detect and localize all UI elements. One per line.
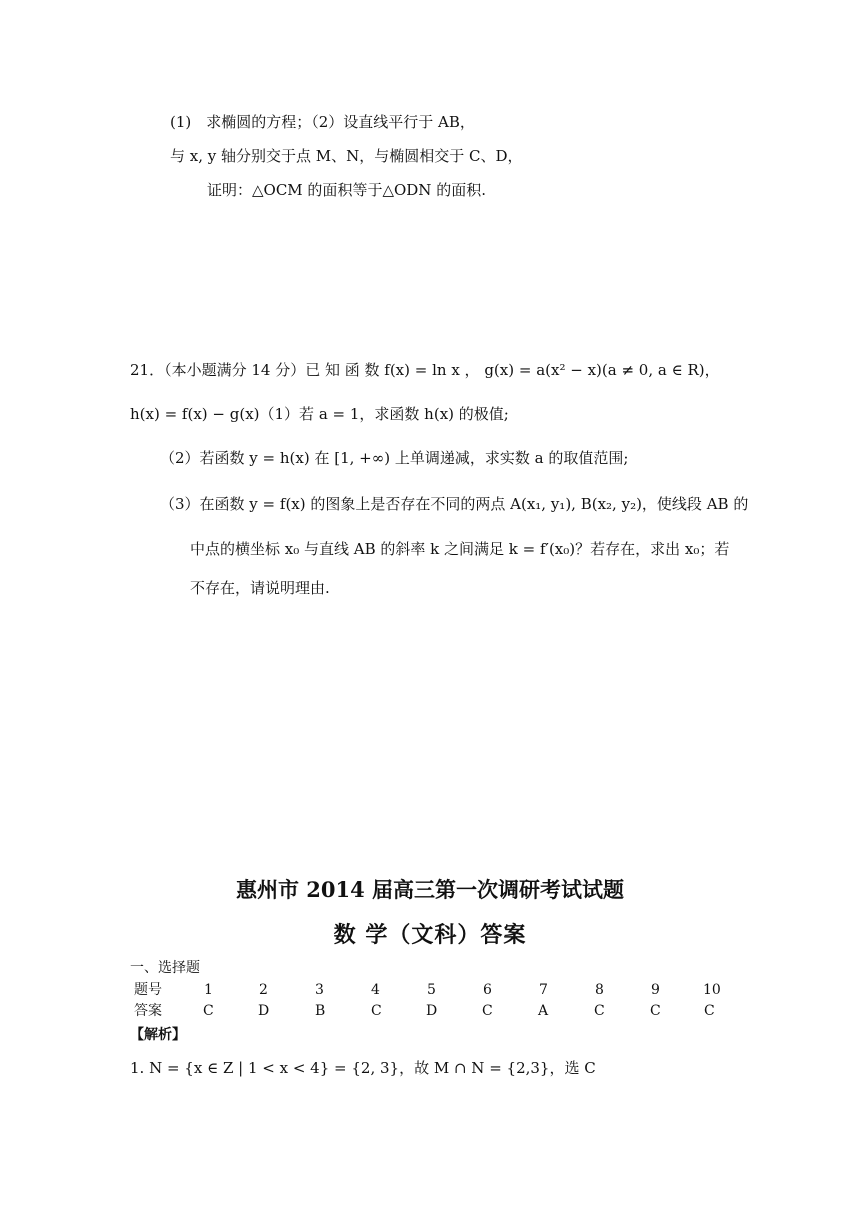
problem20-line3: 证明：△OCM 的面积等于△ODN 的面积. bbox=[207, 181, 486, 199]
answers-title: 惠州市 2014 届高三第一次调研考试试题 bbox=[235, 877, 625, 902]
answers-subtitle: 数 学（文科）答案 bbox=[333, 922, 527, 948]
question-number: 5 bbox=[427, 982, 436, 998]
solution-1: 1. N = {x ∈ Z | 1 < x < 4} = {2, 3}，故 M ∩ N = {2,3}，选 C bbox=[130, 1059, 596, 1077]
answer-letter: C bbox=[482, 1003, 493, 1019]
question-number: 1 bbox=[204, 982, 213, 998]
answer-letter: C bbox=[650, 1003, 661, 1019]
answer-letter: D bbox=[426, 1003, 438, 1019]
section-heading: 一、选择题 bbox=[130, 960, 200, 976]
question-number: 6 bbox=[483, 982, 492, 998]
answer-letter: C bbox=[371, 1003, 382, 1019]
answer-letter: B bbox=[315, 1003, 326, 1019]
answer-letter: C bbox=[203, 1003, 214, 1019]
question-number: 3 bbox=[315, 982, 324, 998]
row-label-answer: 答案 bbox=[134, 1003, 162, 1019]
answer-letter: A bbox=[538, 1003, 549, 1019]
answer-letter: C bbox=[594, 1003, 605, 1019]
question-number: 7 bbox=[539, 982, 548, 998]
question-number: 2 bbox=[259, 982, 268, 998]
problem20-line1: (1) 求椭圆的方程；（2）设直线平行于 AB， bbox=[170, 113, 475, 131]
problem21-part3-line1: （3）在函数 y = f(x) 的图象上是否存在不同的两点 A(x₁, y₁), B(x₂, y₂)，使线段 AB 的 bbox=[160, 495, 749, 513]
problem21-part3-line2: 中点的横坐标 x₀ 与直线 AB 的斜率 k 之间满足 k = f′(x₀)？若存在，求出 x₀；若 bbox=[190, 540, 730, 558]
question-number: 9 bbox=[651, 982, 660, 998]
question-number: 8 bbox=[595, 982, 604, 998]
problem20-line2: 与 x, y 轴分别交于点 M、N，与椭圆相交于 C、D， bbox=[170, 147, 523, 165]
problem21-header: 21．（本小题满分 14 分）已 知 函 数 f(x) = ln x ， g(x) = a(x² − x)(a ≠ 0, a ∈ R)， bbox=[130, 361, 720, 379]
row-label-question: 题号 bbox=[134, 982, 162, 998]
question-number: 10 bbox=[703, 982, 721, 998]
answer-letter: C bbox=[704, 1003, 715, 1019]
answer-letter: D bbox=[258, 1003, 270, 1019]
analysis-label: 【解析】 bbox=[130, 1027, 186, 1043]
question-number: 4 bbox=[371, 982, 380, 998]
problem21-part2: （2）若函数 y = h(x) 在 [1, +∞) 上单调递减，求实数 a 的取值范围; bbox=[160, 449, 629, 467]
problem21-line2: h(x) = f(x) − g(x)（1）若 a = 1，求函数 h(x) 的极值; bbox=[130, 405, 509, 423]
problem21-part3-line3: 不存在，请说明理由. bbox=[190, 579, 330, 597]
